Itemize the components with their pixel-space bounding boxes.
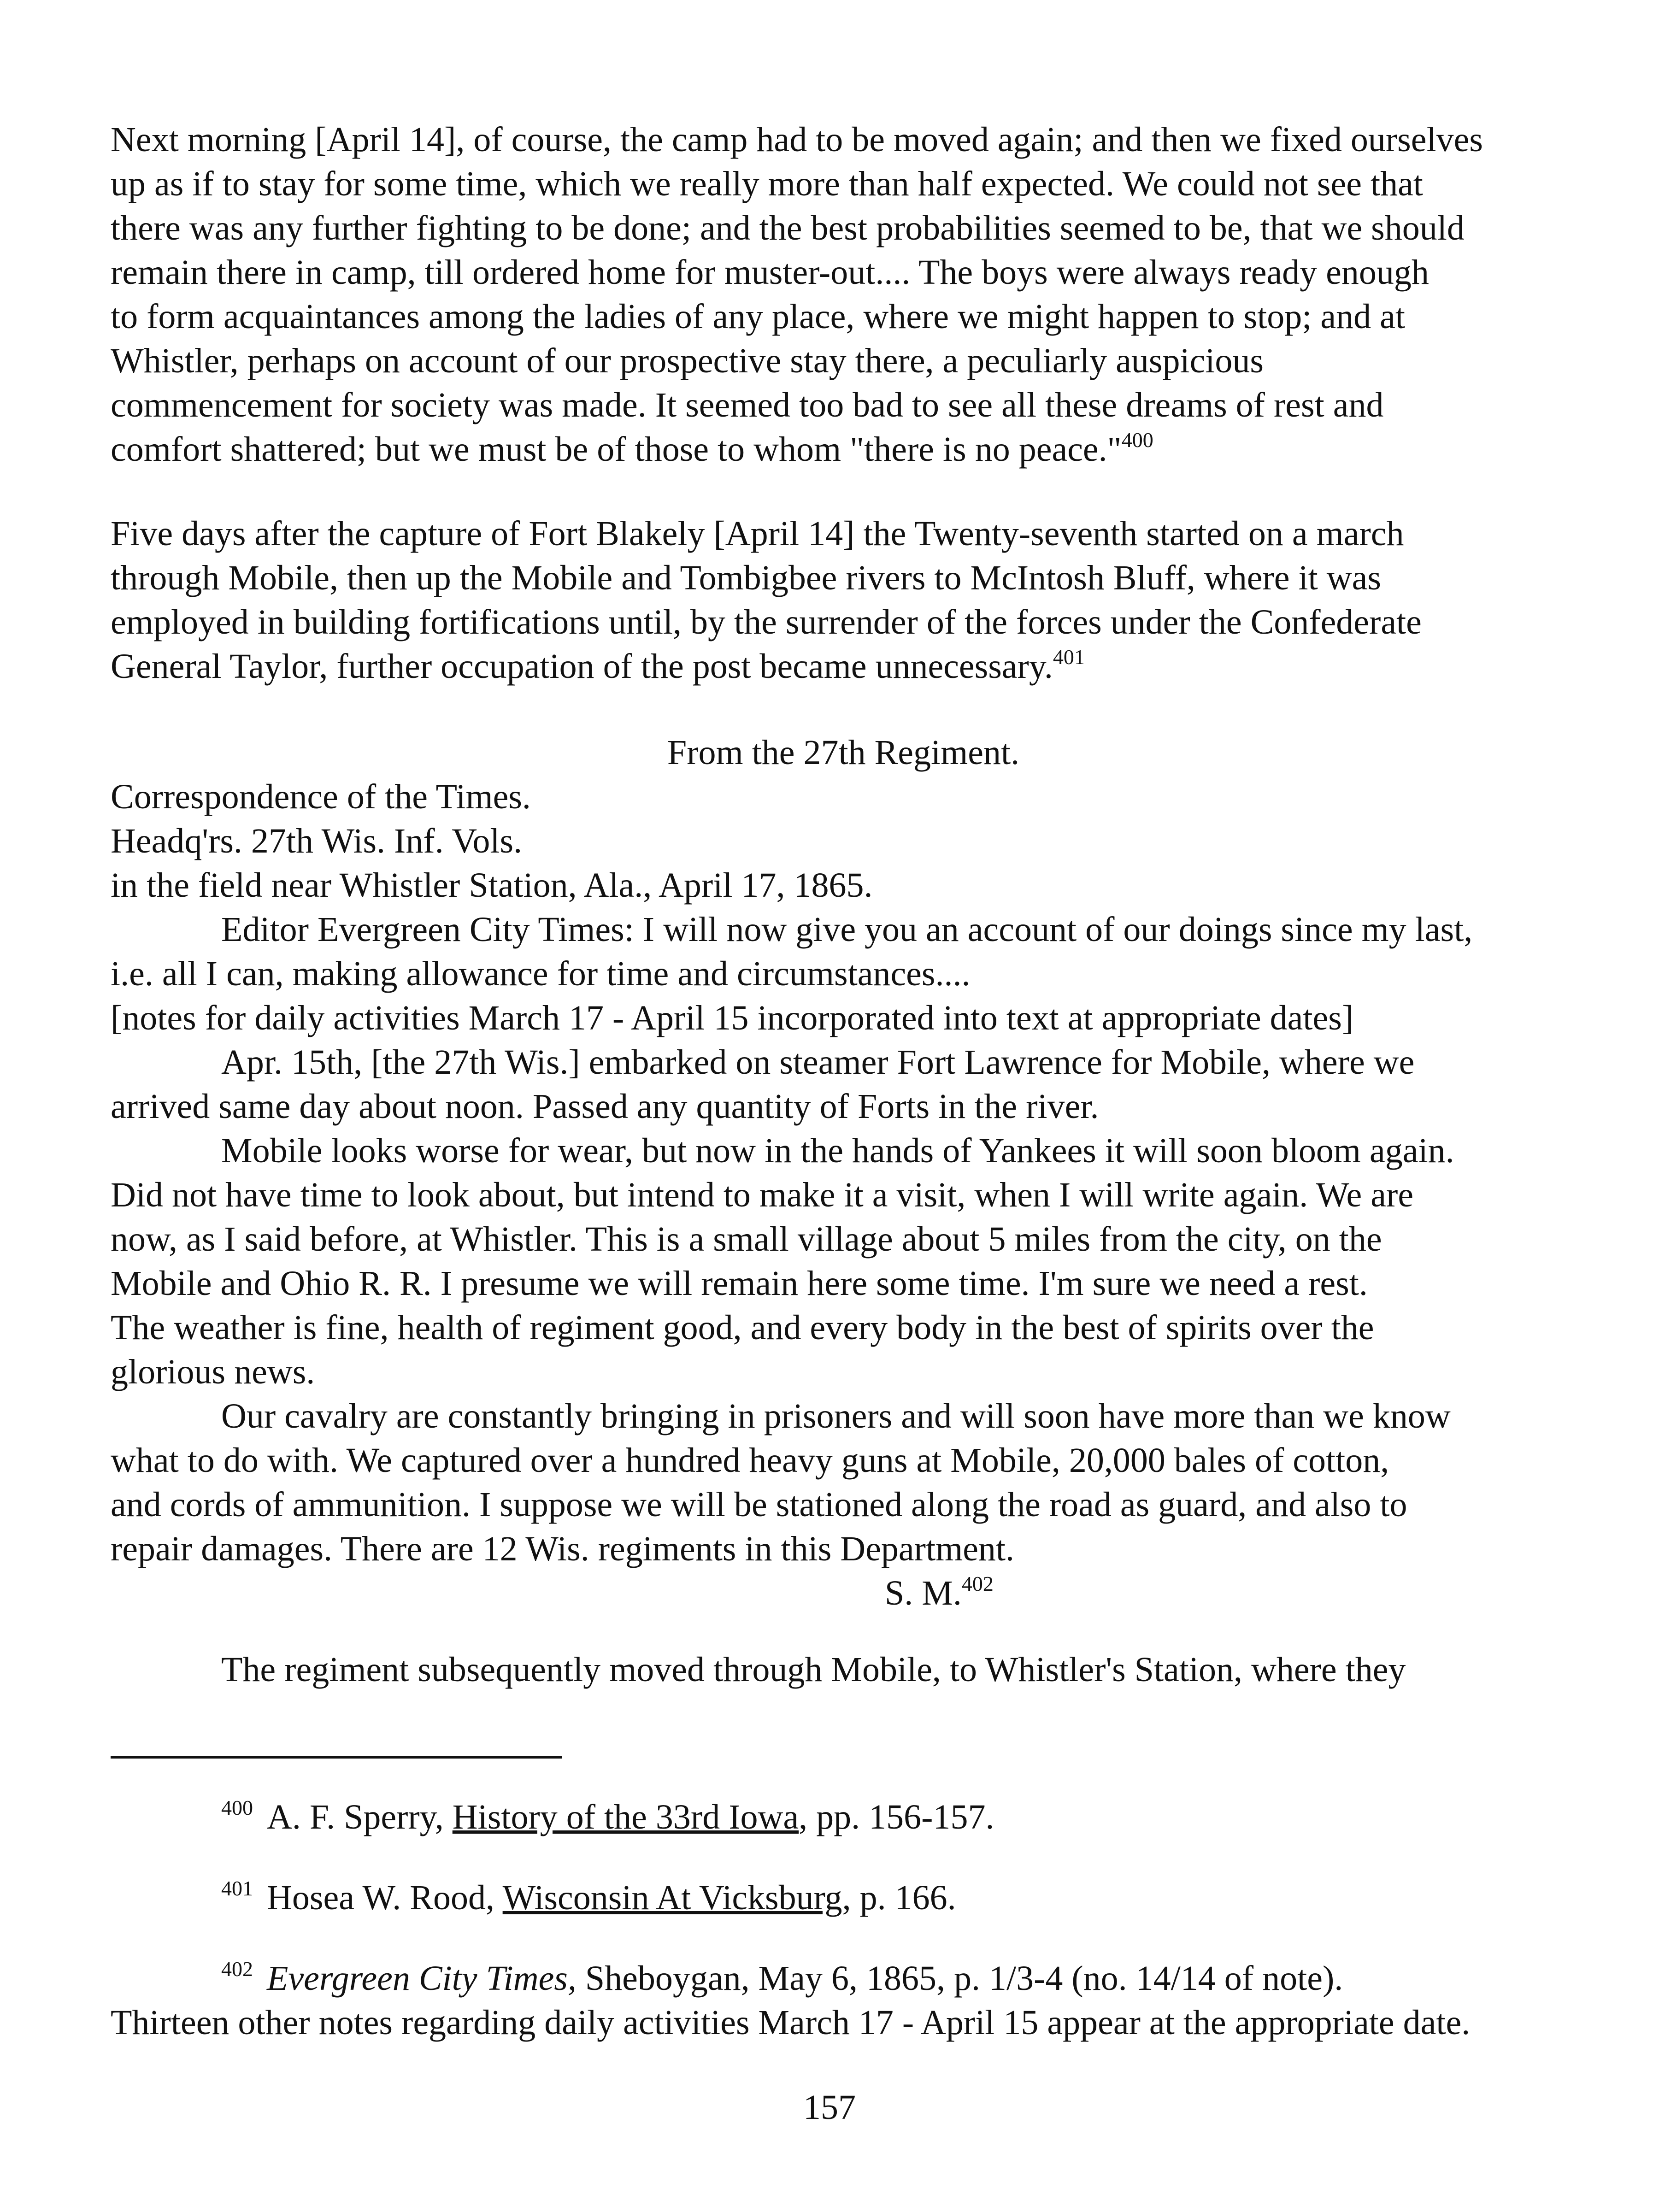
text-line: commencement for society was made. It seemed too bad to see all these dreams of rest and <box>111 386 1384 424</box>
text-line: up as if to stay for some time, which we really more than half expected. We could not see that <box>111 165 1423 203</box>
footnote-continuation: Thirteen other notes regarding daily activities March 17 - April 15 appear at the appropriate date. <box>111 2003 1471 2042</box>
text-line: glorious news. <box>111 1353 315 1391</box>
text-line: The weather is fine, health of regiment good, and every body in the best of spirits over the <box>111 1308 1374 1347</box>
text-line: what to do with. We captured over a hundred heavy guns at Mobile, 20,000 bales of cotton, <box>111 1441 1389 1480</box>
footnote-author: Hosea W. Rood, <box>267 1878 503 1917</box>
letter-salutation-cont: i.e. all I can, making allowance for time and circumstances.... <box>111 954 971 993</box>
footnote-pages: , pp. 156-157. <box>799 1798 994 1836</box>
letter-salutation: Editor Evergreen City Times: I will now give you an account of our doings since my last, <box>221 910 1473 949</box>
footnote-number: 401 <box>221 1877 253 1900</box>
text-line: The regiment subsequently moved through Mobile, to Whistler's Station, where they <box>221 1650 1406 1689</box>
text-line: to form acquaintances among the ladies of any place, where we might happen to stop; and at <box>111 297 1405 336</box>
letter-header-line: in the field near Whistler Station, Ala., April 17, 1865. <box>111 866 873 905</box>
footnote-title: Evergreen City Times, <box>267 1959 577 1998</box>
footnote-401 <box>111 1876 1576 1920</box>
footnote-author: A. F. Sperry, <box>267 1798 453 1836</box>
text-line: through Mobile, then up the Mobile and Tombigbee rivers to McIntosh Bluff, where it was <box>111 559 1381 597</box>
text-line: Apr. 15th, [the 27th Wis.] embarked on steamer Fort Lawrence for Mobile, where we <box>221 1043 1415 1082</box>
letter-signature <box>111 1571 1576 1615</box>
text-line: Next morning [April 14], of course, the camp had to be moved again; and then we fixed ourselves <box>111 120 1483 159</box>
newspaper-letter <box>111 730 1576 1615</box>
text-line: Five days after the capture of Fort Blakely [April 14] the Twenty-seventh started on a march <box>111 514 1404 553</box>
paragraph-continuation <box>111 1647 1576 1692</box>
paragraph-sperry-quote <box>111 118 1576 471</box>
letter-header-line: Headq'rs. 27th Wis. Inf. Vols. <box>111 822 523 860</box>
text-line: Mobile and Ohio R. R. I presume we will remain here some time. I'm sure we need a rest. <box>111 1264 1368 1303</box>
footnote-ref-401[interactable]: 401 <box>1053 645 1085 669</box>
editorial-bracket-note: [notes for daily activities March 17 - April 15 incorporated into text at appropriate dates] <box>111 999 1354 1037</box>
footnote-number: 402 <box>221 1957 253 1981</box>
footnote-ref-400[interactable]: 400 <box>1121 428 1153 452</box>
footnote-400 <box>111 1795 1576 1839</box>
footnote-number: 400 <box>221 1796 253 1819</box>
text-line: Mobile looks worse for wear, but now in the hands of Yankees it will soon bloom again. <box>221 1131 1454 1170</box>
text-line: there was any further fighting to be done; and the best probabilities seemed to be, that we should <box>111 209 1465 247</box>
text-line: Whistler, perhaps on account of our prospective stay there, a peculiarly auspicious <box>111 341 1264 380</box>
text-line: and cords of ammunition. I suppose we will be stationed along the road as guard, and also to <box>111 1485 1407 1524</box>
text-line: repair damages. There are 12 Wis. regiments in this Department. <box>111 1530 1015 1568</box>
footnote-title: History of the 33rd Iowa <box>452 1798 799 1836</box>
text-line: arrived same day about noon. Passed any quantity of Forts in the river. <box>111 1087 1099 1126</box>
footnote-pages: , p. 166. <box>842 1878 956 1917</box>
text-line <box>111 427 1576 471</box>
footnote-402 <box>111 1956 1576 2045</box>
text-line: employed in building fortifications until, by the surrender of the forces under the Confederate <box>111 603 1422 641</box>
footnote-ref-402[interactable]: 402 <box>961 1572 994 1595</box>
signature-text: S. M. <box>885 1574 962 1612</box>
text-line: remain there in camp, till ordered home for muster-out.... The boys were always ready enough <box>111 253 1429 292</box>
footnote-line <box>111 1956 1576 2000</box>
text-line-content: comfort shattered; but we must be of those to whom "there is no peace." <box>111 430 1122 469</box>
letter-header-line: Correspondence of the Times. <box>111 777 531 816</box>
page-number: 157 <box>803 2088 856 2127</box>
text-line: Our cavalry are constantly bringing in prisoners and will soon have more than we know <box>221 1397 1451 1435</box>
text-line-content: General Taylor, further occupation of the post became unnecessary. <box>111 647 1053 686</box>
text-line <box>111 644 1576 688</box>
footnote-separator <box>111 1756 562 1759</box>
footnote-line <box>111 1795 1576 1839</box>
paragraph-rood-quote <box>111 512 1576 688</box>
footnote-line <box>111 1876 1576 1920</box>
text-line: now, as I said before, at Whistler. This is a small village about 5 miles from the city, on the <box>111 1220 1382 1259</box>
text-line: Did not have time to look about, but intend to make it a visit, when I will write again. We are <box>111 1176 1414 1214</box>
footnote-details: Sheboygan, May 6, 1865, p. 1/3-4 (no. 14/14 of note). <box>576 1959 1343 1998</box>
letter-heading: From the 27th Regiment. <box>667 733 1020 772</box>
footnote-title: Wisconsin At Vicksburg <box>502 1878 842 1917</box>
